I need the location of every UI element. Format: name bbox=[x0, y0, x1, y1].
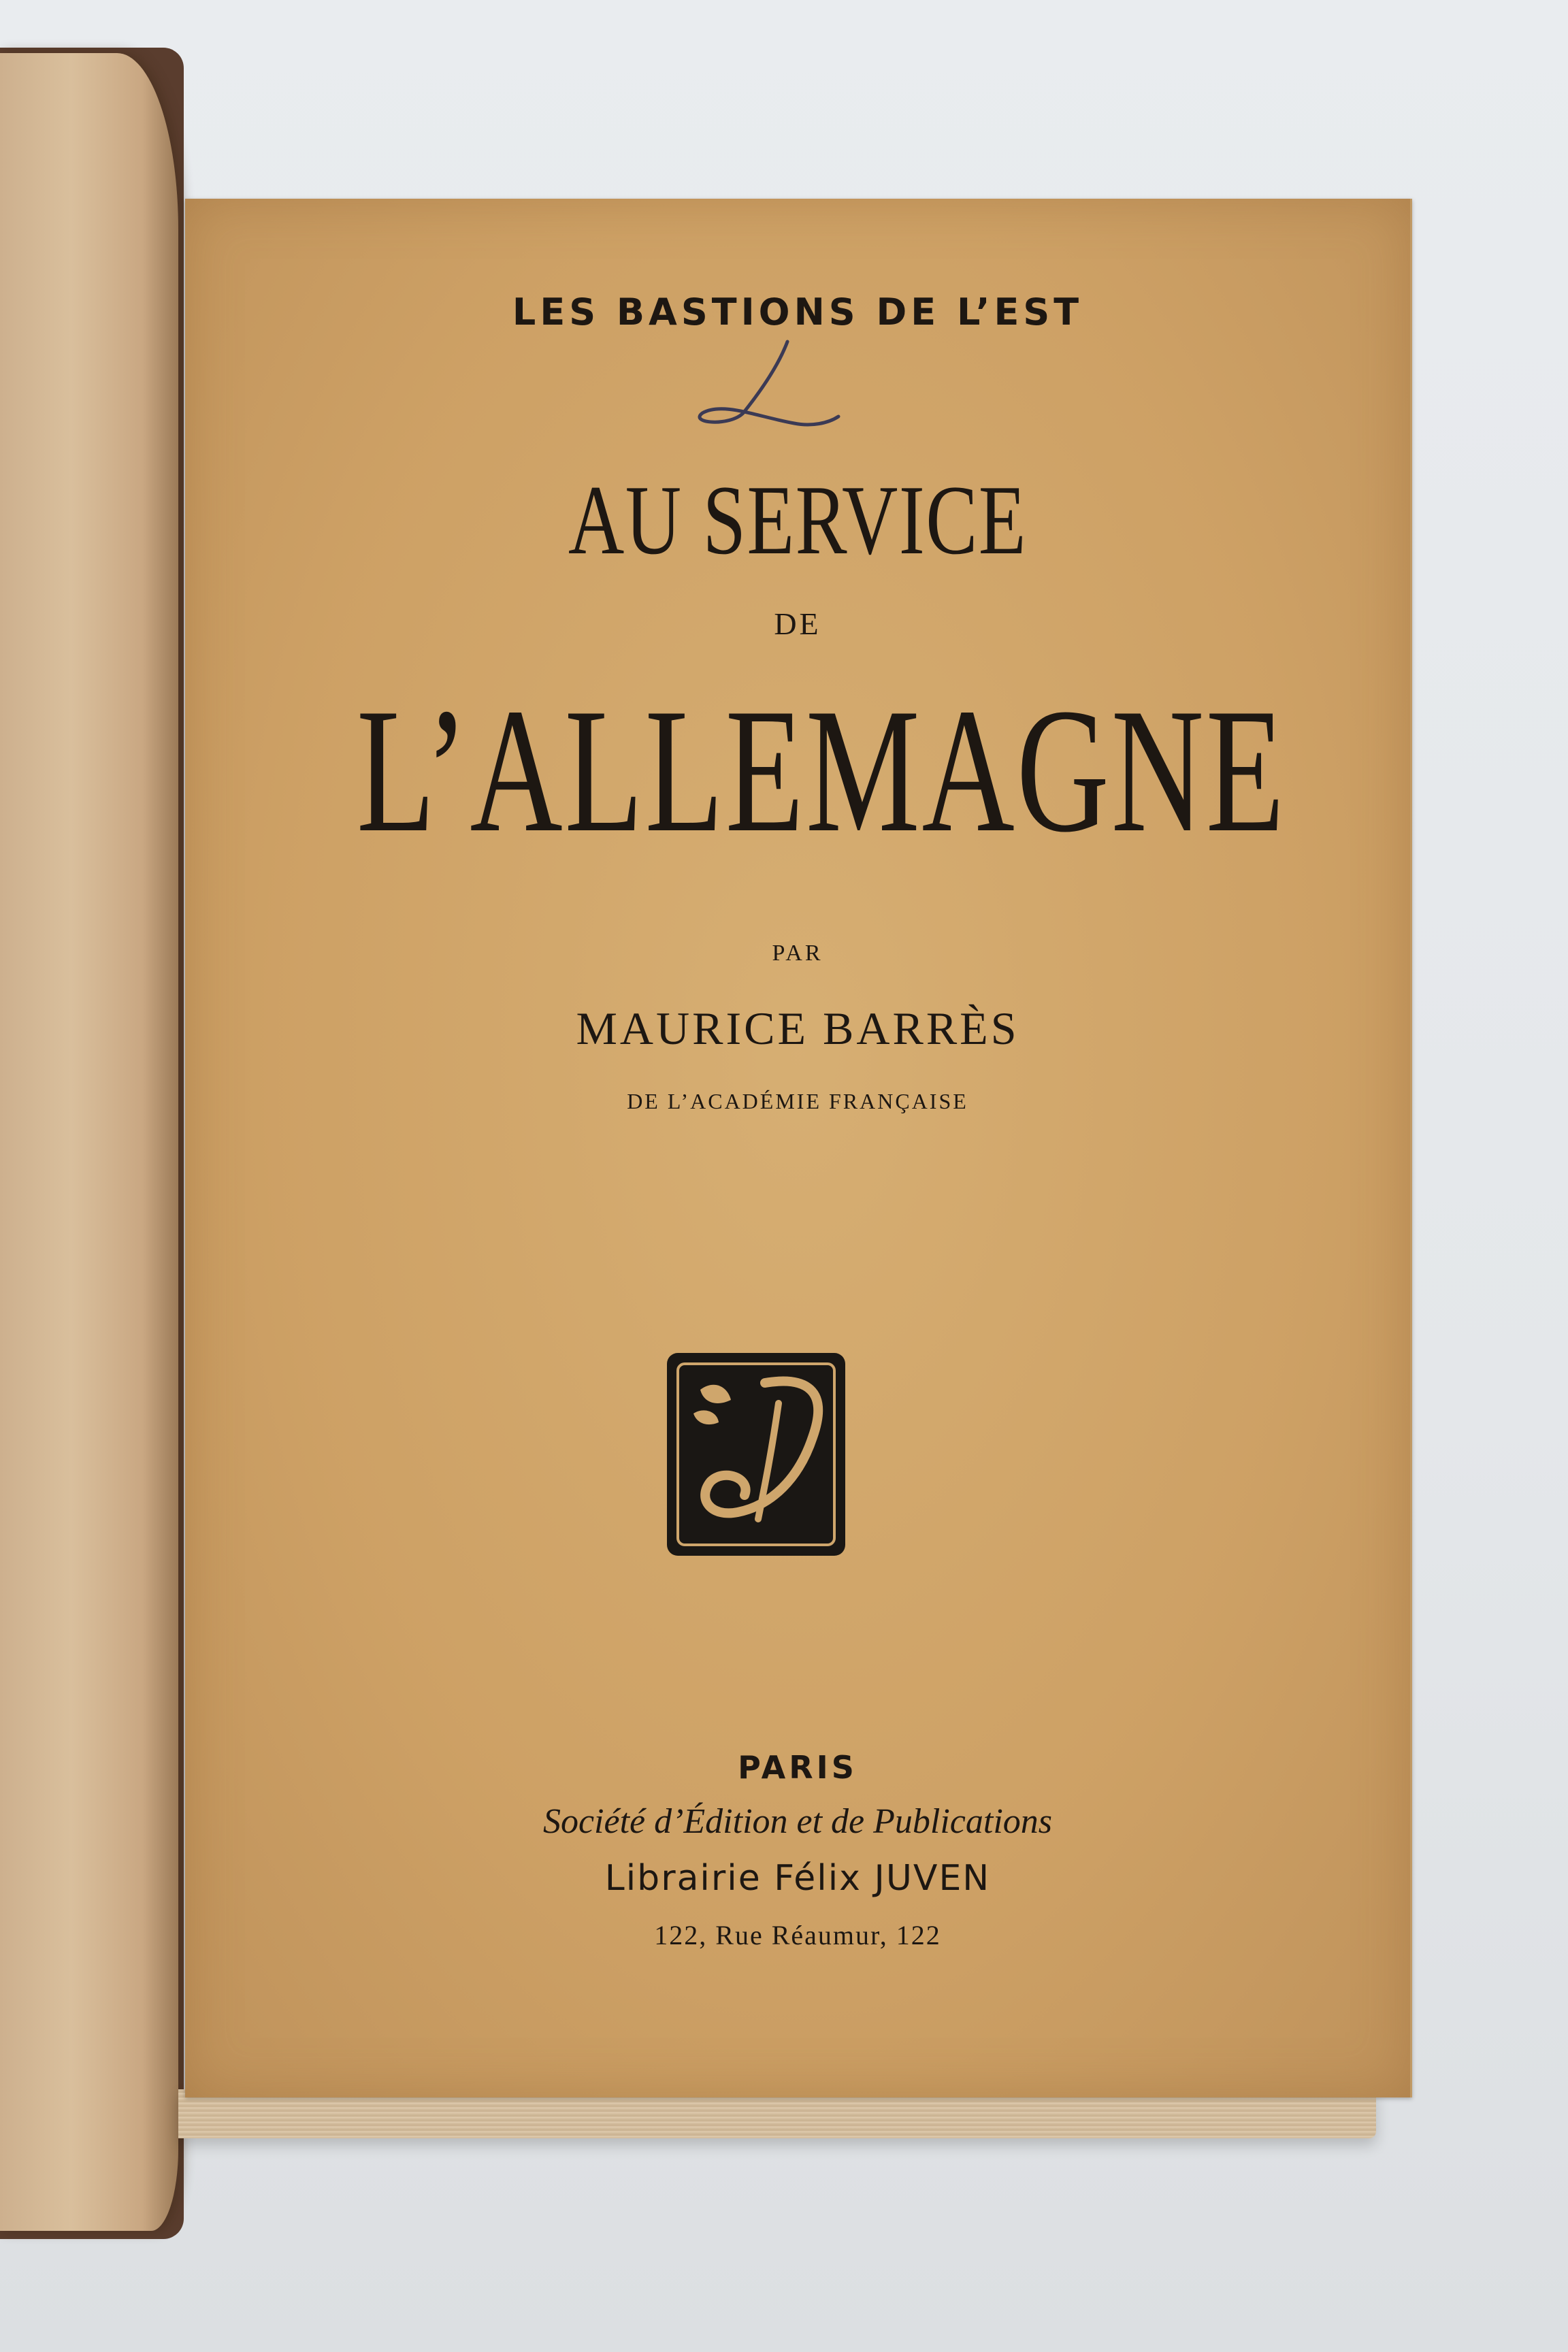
book-title-line2: DE bbox=[774, 606, 821, 641]
author-affiliation: DE L’ACADÉMIE FRANÇAISE bbox=[627, 1089, 968, 1113]
title-page bbox=[185, 199, 1412, 2097]
book-title-line1: AU SERVICE bbox=[568, 465, 1027, 575]
imprint-bookseller: Librairie Félix JUVEN bbox=[604, 1858, 991, 1899]
by-label: PAR bbox=[772, 941, 823, 966]
book-title-line3: L’ALLEMAGNE bbox=[357, 672, 1286, 869]
imprint-address: 122, Rue Réaumur, 122 bbox=[654, 1920, 941, 1950]
imprint-city: PARIS bbox=[738, 1749, 858, 1786]
flyleaf-page bbox=[0, 53, 178, 2231]
imprint-publisher: Société d’Édition et de Publications bbox=[542, 1802, 1053, 1841]
author-name: MAURICE BARRÈS bbox=[576, 1002, 1019, 1054]
handwritten-L-mark-icon bbox=[675, 321, 852, 444]
series-title: LES BASTIONS DE L’EST bbox=[512, 291, 1083, 333]
publisher-monogram-J-icon bbox=[663, 1349, 849, 1560]
